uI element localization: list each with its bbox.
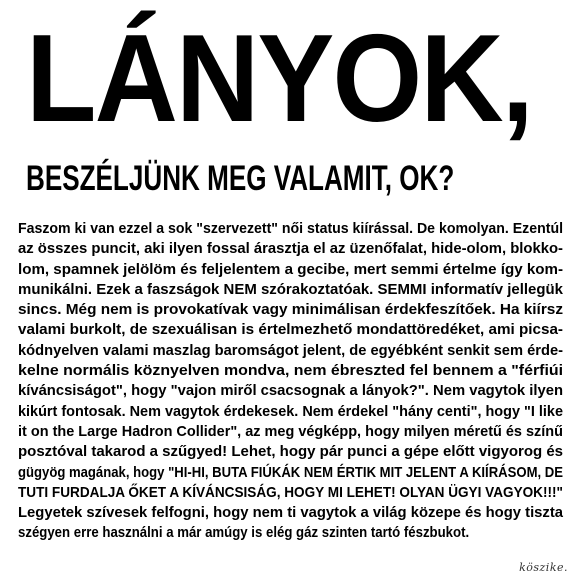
body-line: kelne normális köznyelven mondva, nem ébreszted fel bennem a "férfiúi — [18, 362, 563, 380]
subheadline: BESZÉLJÜNK MEG VALAMIT, OK? — [26, 159, 455, 198]
body-line: szégyen erre használni a már amúgy is elég gáz szinten tartó fészbukot. — [18, 524, 470, 542]
body-line: posztóval takarod a szűgyed! Lehet, hogy pár punci a gépe előtt vigyorog és — [18, 443, 563, 461]
body-line: Legyetek szívesek felfogni, hogy nem ti vagytok a világ közepe és hogy tiszta — [18, 504, 563, 522]
body-line: Faszom ki van ezzel a sok "szervezett" női status kiírással. De komolyan. Ezentúl — [18, 220, 563, 237]
body-text — [18, 219, 563, 544]
body-line: kikúrt fontosak. Nem vagytok érdekesek. Nem érdekel "hány centi", hogy "I like — [18, 402, 563, 420]
body-line: az összes puncit, aki ilyen fossal árasztja el az üzenőfalat, hide-olom, blokko- — [18, 240, 563, 258]
body-line: it on the Large Hadron Collider", az meg végképp, hogy milyen méretű és színű — [18, 422, 563, 440]
signoff: köszike. — [519, 561, 568, 574]
body-line: valami burkolt, de szexuálisan is értelmezhető mondattöredéket, ami picsa- — [18, 321, 563, 339]
body-line: lom, spamnek jelölöm és feljelentem a gecibe, mert semmi értelme így kom- — [18, 260, 563, 278]
body-line: TUTI FURDALJA ŐKET A KÍVÁNCSISÁG, HOGY MI LEHET! OLYAN ÜGYI VAGYOK!!!" — [18, 483, 563, 501]
body-line: kíváncsiságot", hogy "vajon miről csacsognak a lányok?". Nem vagytok ilyen — [18, 382, 563, 400]
body-line: munikálni. Ezek a faszságok NEM szórakoztatóak. SEMMI informatív jellegük — [18, 280, 563, 298]
body-line: gügyög magának, hogy "HI-HI, BUTA FIÚKÁK NEM ÉRTIK MIT JELENT A KIÍRÁSOM, DE — [18, 463, 563, 481]
body-line: sincs. Még nem is provokatívak vagy minimálisan érdekfeszítőek. Ha kiírsz — [18, 301, 564, 319]
headline: LÁNYOK, — [26, 10, 532, 148]
body-line: kódnyelven valami maszlag baromságot jelent, de egyébként senkit sem érde- — [18, 341, 563, 359]
